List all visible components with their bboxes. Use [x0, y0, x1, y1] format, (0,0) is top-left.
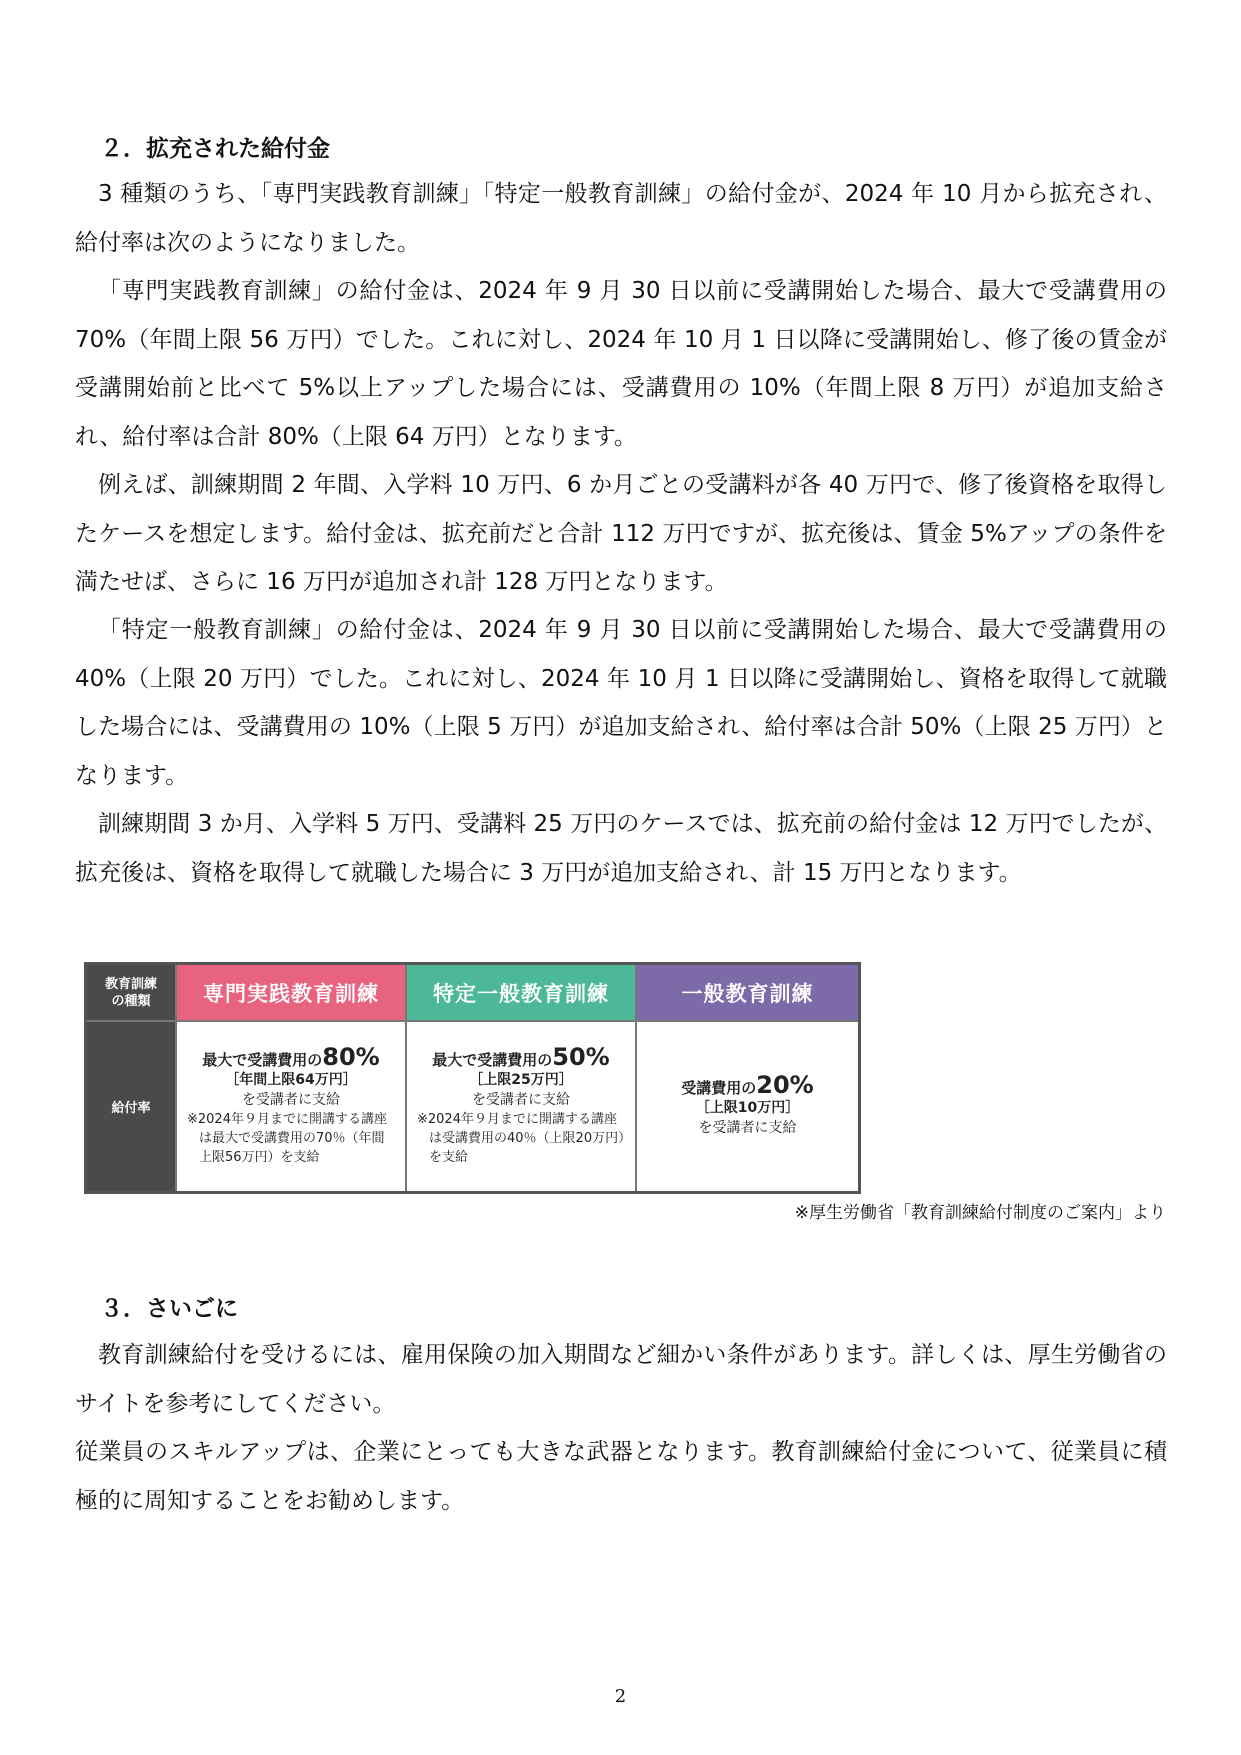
section-3-paragraph-1: 教育訓練給付を受けるには、雇用保険の加入期間など細かい条件があります。詳しくは、厚生労働省のサイトを参考にしてください。	[75, 1342, 1167, 1417]
section-2-paragraph-3: 例えば、訓練期間 2 年間、入学料 10 万円、6 か月ごとの受講料が各 40 万円で、修了後資格を取得したケースを想定します。給付金は、拡充前だと合計 112 万円ですが、拡充後は、賃金 5%アップの条件を満たせば、さらに 16 万円が追加され計 128 万円となります。	[75, 472, 1167, 595]
table-source-note: ※厚生労働省「教育訓練給付制度のご案内」より	[794, 1203, 1166, 1223]
rate-value: 50%	[552, 1042, 610, 1071]
rate-limit: ［年間上限64万円］	[225, 1071, 357, 1088]
rate-cell-ippan	[636, 1021, 860, 1193]
section-2-paragraph-4: 「特定一般教育訓練」の給付金は、2024 年 9 月 30 日以前に受講開始した場合、最大で受講費用の 40%（上限 20 万円）でした。これに対し、2024 年 10 月 1 日以降に受講開始し、資格を取得して就職した場合には、受講費用の 10%（上限 5 万円）が追加支給され、給付率は合計 50%（上限 25 万円）となります。	[75, 617, 1167, 789]
section-3-heading: ３．さいごに	[100, 1296, 238, 1322]
column-header-senmon: 専門実践教育訓練	[176, 964, 406, 1022]
table-rate-row	[86, 1021, 860, 1193]
rate-action: を受講者に支給	[242, 1091, 340, 1108]
rate-cell-tokutei	[406, 1021, 636, 1193]
rate-limit: ［上限25万円］	[469, 1071, 573, 1088]
rate-row-label: 給付率	[86, 1021, 177, 1193]
rate-note: ※2024年９月までに開講する講座は受講費用の40％（上限20万円）を支給	[417, 1111, 625, 1165]
rate-action: を受講者に支給	[698, 1120, 797, 1136]
benefit-rate-table	[84, 962, 861, 1194]
section-2-paragraph-1: 3 種類のうち、「専門実践教育訓練」「特定一般教育訓練」の給付金が、2024 年 10 月から拡充され、給付率は次のようになりました。	[75, 181, 1167, 256]
rate-lead: 最大で受講費用の	[432, 1050, 553, 1069]
rate-lead-line	[187, 1042, 395, 1071]
section-2-paragraph-5: 訓練期間 3 か月、入学料 5 万円、受講料 25 万円のケースでは、拡充前の給付金は 12 万円でしたが、拡充後は、資格を取得して就職した場合に 3 万円が追加支給され、計 15 万円となります。	[75, 811, 1167, 886]
page-number: 2	[614, 1686, 627, 1707]
kind-label-line-1: 教育訓練	[104, 976, 157, 992]
rate-limit: ［上限10万円］	[695, 1100, 800, 1116]
column-header-ippan: 一般教育訓練	[636, 964, 860, 1022]
rate-lead-line	[647, 1071, 848, 1099]
rate-lead: 最大で受講費用の	[202, 1050, 323, 1069]
table-kind-label	[86, 964, 177, 1022]
rate-value: 80%	[322, 1042, 380, 1071]
table-header-row	[86, 964, 860, 1022]
rate-value: 20%	[756, 1071, 814, 1099]
rate-note: ※2024年９月までに開講する講座は最大で受講費用の70％（年間上限56万円）を支給	[187, 1111, 387, 1165]
section-3-paragraph-2: 従業員のスキルアップは、企業にとっても大きな武器となります。教育訓練給付金について、従業員に積極的に周知することをお勧めします。	[75, 1439, 1167, 1514]
rate-lead-line	[417, 1042, 625, 1071]
rate-action: を受講者に支給	[472, 1091, 570, 1108]
kind-label-line-2: の種類	[111, 993, 151, 1009]
column-header-tokutei: 特定一般教育訓練	[406, 964, 636, 1022]
section-2-paragraph-2: 「専門実践教育訓練」の給付金は、2024 年 9 月 30 日以前に受講開始した場合、最大で受講費用の 70%（年間上限 56 万円）でした。これに対し、2024 年 10 月 1 日以降に受講開始し、修了後の賃金が受講開始前と比べて 5%以上アップした場合には、受講費用の 10%（年間上限 8 万円）が追加支給され、給付率は合計 80%（上限 64 万円）となります。	[75, 278, 1167, 450]
rate-lead: 受講費用の	[681, 1079, 757, 1097]
section-2-heading: ２．拡充された給付金	[100, 136, 330, 162]
rate-cell-senmon	[176, 1021, 406, 1193]
